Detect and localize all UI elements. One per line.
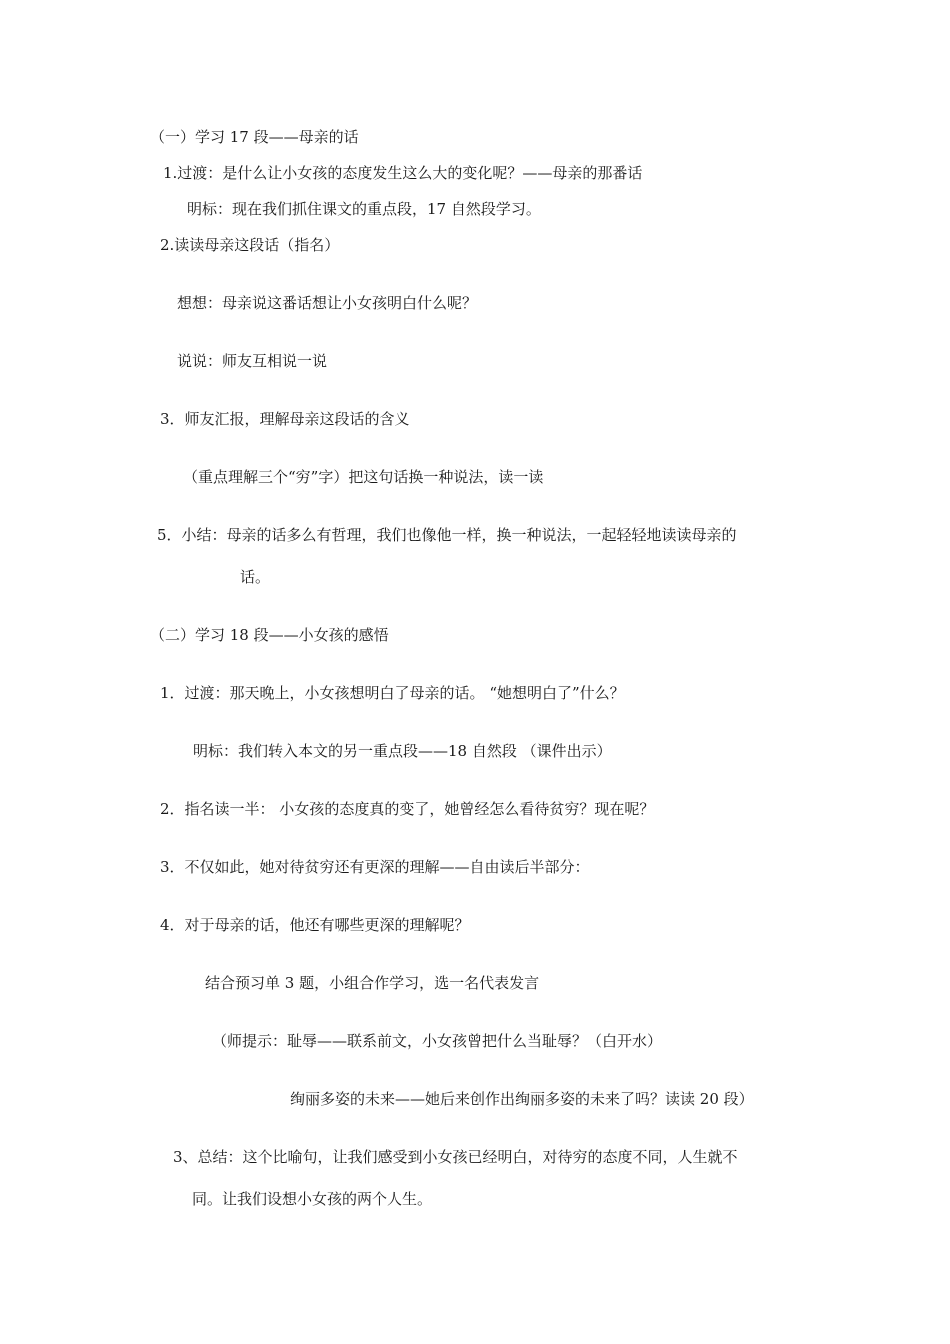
section-1-item-3: 3．师友汇报，理解母亲这段话的含义: [160, 410, 410, 428]
section-2-item-3: 3．不仅如此，她对待贫穷还有更深的理解——自由读后半部分：: [160, 858, 590, 876]
section-1-item-5: 5．小结：母亲的话多么有哲理，我们也像他一样，换一种说法，一起轻轻地读读母亲的: [157, 526, 737, 544]
section-2-summary-continued: 同。让我们设想小女孩的两个人生。: [192, 1190, 433, 1208]
section-2-item-4-hint-1: （师提示：耻辱——联系前文，小女孩曾把什么当耻辱？（白开水）: [212, 1032, 663, 1050]
section-1-item-2-say: 说说：师友互相说一说: [177, 352, 328, 370]
section-2-item-4: 4．对于母亲的话，他还有哪些更深的理解呢？: [160, 916, 470, 934]
section-2-item-4-hint-2: 绚丽多姿的未来——她后来创作出绚丽多姿的未来了吗？读读 20 段）: [290, 1090, 754, 1108]
section-1-heading: （一）学习 17 段——母亲的话: [150, 128, 359, 146]
section-2-item-4-task: 结合预习单 3 题，小组合作学习，选一名代表发言: [205, 974, 540, 992]
section-2-summary: 3、总结：这个比喻句，让我们感受到小女孩已经明白，对待穷的态度不同，人生就不: [173, 1148, 738, 1166]
section-1-item-2: 2.读读母亲这段话（指名）: [160, 236, 340, 254]
section-2-item-1-note: 明标：我们转入本文的另一重点段——18 自然段 （课件出示）: [193, 742, 612, 760]
section-2-heading: （二）学习 18 段——小女孩的感悟: [150, 626, 389, 644]
section-1-item-2-think: 想想：母亲说这番话想让小女孩明白什么呢？: [177, 294, 478, 312]
section-2-item-2: 2．指名读一半： 小女孩的态度真的变了，她曾经怎么看待贫穷？现在呢？: [160, 800, 655, 818]
section-1-item-1: 1.过渡：是什么让小女孩的态度发生这么大的变化呢？——母亲的那番话: [163, 164, 643, 182]
section-1-item-5-continued: 话。: [240, 568, 271, 586]
section-1-item-1-note: 明标：现在我们抓住课文的重点段，17 自然段学习。: [187, 200, 541, 218]
section-2-item-1: 1．过渡：那天晚上，小女孩想明白了母亲的话。 “她想明白了”什么？: [160, 684, 625, 702]
section-1-item-3-note: （重点理解三个“穷”字）把这句话换一种说法，读一读: [183, 468, 544, 486]
